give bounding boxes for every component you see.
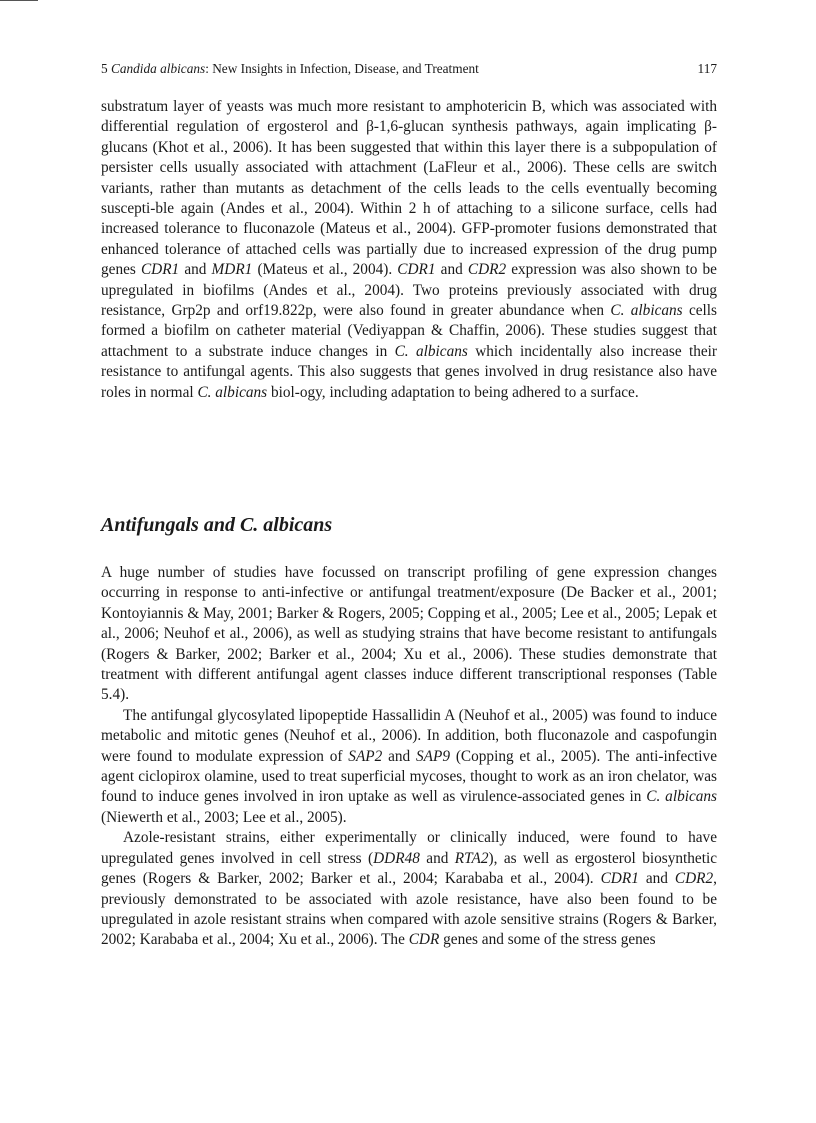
- paragraph-azole-resistance: [101, 828, 717, 950]
- gene-name: CDR2: [467, 261, 507, 279]
- species-name: C. albicans: [646, 788, 718, 806]
- text-run: which incidentally also increase their resistance to antifungal agents. This also suggests that genes involved in drug resistance also have roles in normal: [101, 342, 717, 401]
- gene-name: DDR48: [373, 849, 420, 867]
- gene-name: MDR1: [211, 261, 253, 279]
- text-run: genes and some of the stress genes: [439, 931, 656, 949]
- gene-name: RTA2: [454, 849, 489, 867]
- text-run: (Mateus et al., 2004).: [252, 261, 398, 279]
- paragraph-biofilm-resistance: [101, 97, 717, 403]
- text-run: and: [179, 261, 212, 279]
- gene-name: CDR: [408, 931, 440, 949]
- text-run: (Niewerth et al., 2003; Lee et al., 2005).: [101, 808, 347, 826]
- gene-name: SAP9: [416, 747, 451, 765]
- species-name: C. albicans: [610, 302, 683, 320]
- species-name: C. albicans: [197, 383, 268, 401]
- continued-text-block: [101, 97, 717, 403]
- gene-name: SAP2: [348, 747, 383, 765]
- section-heading: Antifungals and C. albicans: [101, 514, 333, 536]
- section-body: [101, 563, 717, 951]
- page-number: 117: [697, 61, 717, 76]
- gene-name: CDR1: [600, 870, 639, 888]
- text-run: The antifungal glycosylated lipopeptide Hassallidin A (Neuhof et al., 2005) was found to induce metabolic and mitotic genes (Neuhof et al., 2006). In addition, both fluconazole and caspofungin were found to modulate expression of: [101, 706, 717, 765]
- text-run: (Copping et al., 2005). The anti-infective agent ciclopirox olamine, used to treat superficial mycoses, thought to work as an iron chelator, was found to induce genes involved in iron uptake as well as virulence-associated genes in: [101, 747, 717, 806]
- text-run: ), as well as ergosterol biosynthetic genes (Rogers & Barker, 2002; Barker et al., 2004; Karababa et al., 2004).: [101, 849, 717, 888]
- text-run: expression was also shown to be upregulated in biofilms (Andes et al., 2004). Two proteins previously associated with drug resistance, Grp2p and orf19.822p, were also found in greater abundance when: [101, 261, 717, 320]
- text-run: and: [382, 747, 417, 765]
- text-run: and: [419, 849, 455, 867]
- species-name: Candida albicans: [110, 61, 206, 76]
- running-header: [101, 60, 717, 78]
- species-name: C. albicans: [394, 342, 468, 360]
- running-title: [101, 60, 479, 78]
- paragraph-transcript-profiling: A huge number of studies have focussed on transcript profiling of gene expression changes occurring in response to anti-infective or antifungal treatment/exposure (De Backer et al., 2001; Kontoyiannis & May, 2001; Barker & Rogers, 2005; Copping et al., 2005; Lee et al., 2005; Lepak et al., 2006; Neuhof et al., 2006), as well as studying strains that have become resistant to antifungals (Rogers & Barker, 2002; Barker et al., 2004; Xu et al., 2006). These studies demonstrate that treatment with different antifungal agent classes induce different transcriptional responses (Table 5.4).: [101, 564, 717, 704]
- gene-name: CDR1: [140, 261, 180, 279]
- chapter-number: 5: [101, 61, 111, 76]
- corner-crop-mark: [0, 0, 38, 1]
- running-title-rest: : New Insights in Infection, Disease, and Treatment: [205, 61, 479, 76]
- text-run: substratum layer of yeasts was much more resistant to amphotericin B, which was associated with differential regulation of ergosterol and β-1,6-glucan synthesis pathways, again implicating β-glucans (Khot et al., 2006). It has been suggested that within this layer there is a subpopulation of persister cells usually associated with attachment (LaFleur et al., 2006). These cells are switch variants, rather than mutants as detachment of the cells leads to the cells eventually becoming suscepti-ble again (Andes et al., 2004). Within 2 h of attaching to a silicone surface, cells had increased tolerance to fluconazole (Mateus et al., 2004). GFP-promoter fusions demonstrated that enhanced tolerance of attached cells was partially due to increased expression of the drug pump genes: [101, 98, 717, 279]
- paragraph-hassallidin: [101, 706, 717, 828]
- text-run: , previously demonstrated to be associated with azole resistance, have also been found to be upregulated in azole resistant strains when compared with azole sensitive strains (Rogers & Barker, 2002; Karababa et al., 2004; Xu et al., 2006). The: [101, 870, 717, 949]
- text-run: Azole-resistant strains, either experimentally or clinically induced, were found to have upregulated genes involved in cell stress (: [101, 829, 717, 867]
- gene-name: CDR1: [397, 261, 436, 279]
- text-run: and: [638, 870, 675, 888]
- gene-name: CDR2: [674, 870, 714, 888]
- text-run: cells formed a biofilm on catheter material (Vediyappan & Chaffin, 2006). These studies suggest that attachment to a substrate induce changes in: [101, 302, 718, 360]
- text-run: biol-ogy, including adaptation to being adhered to a surface.: [267, 383, 639, 401]
- text-run: and: [435, 261, 468, 279]
